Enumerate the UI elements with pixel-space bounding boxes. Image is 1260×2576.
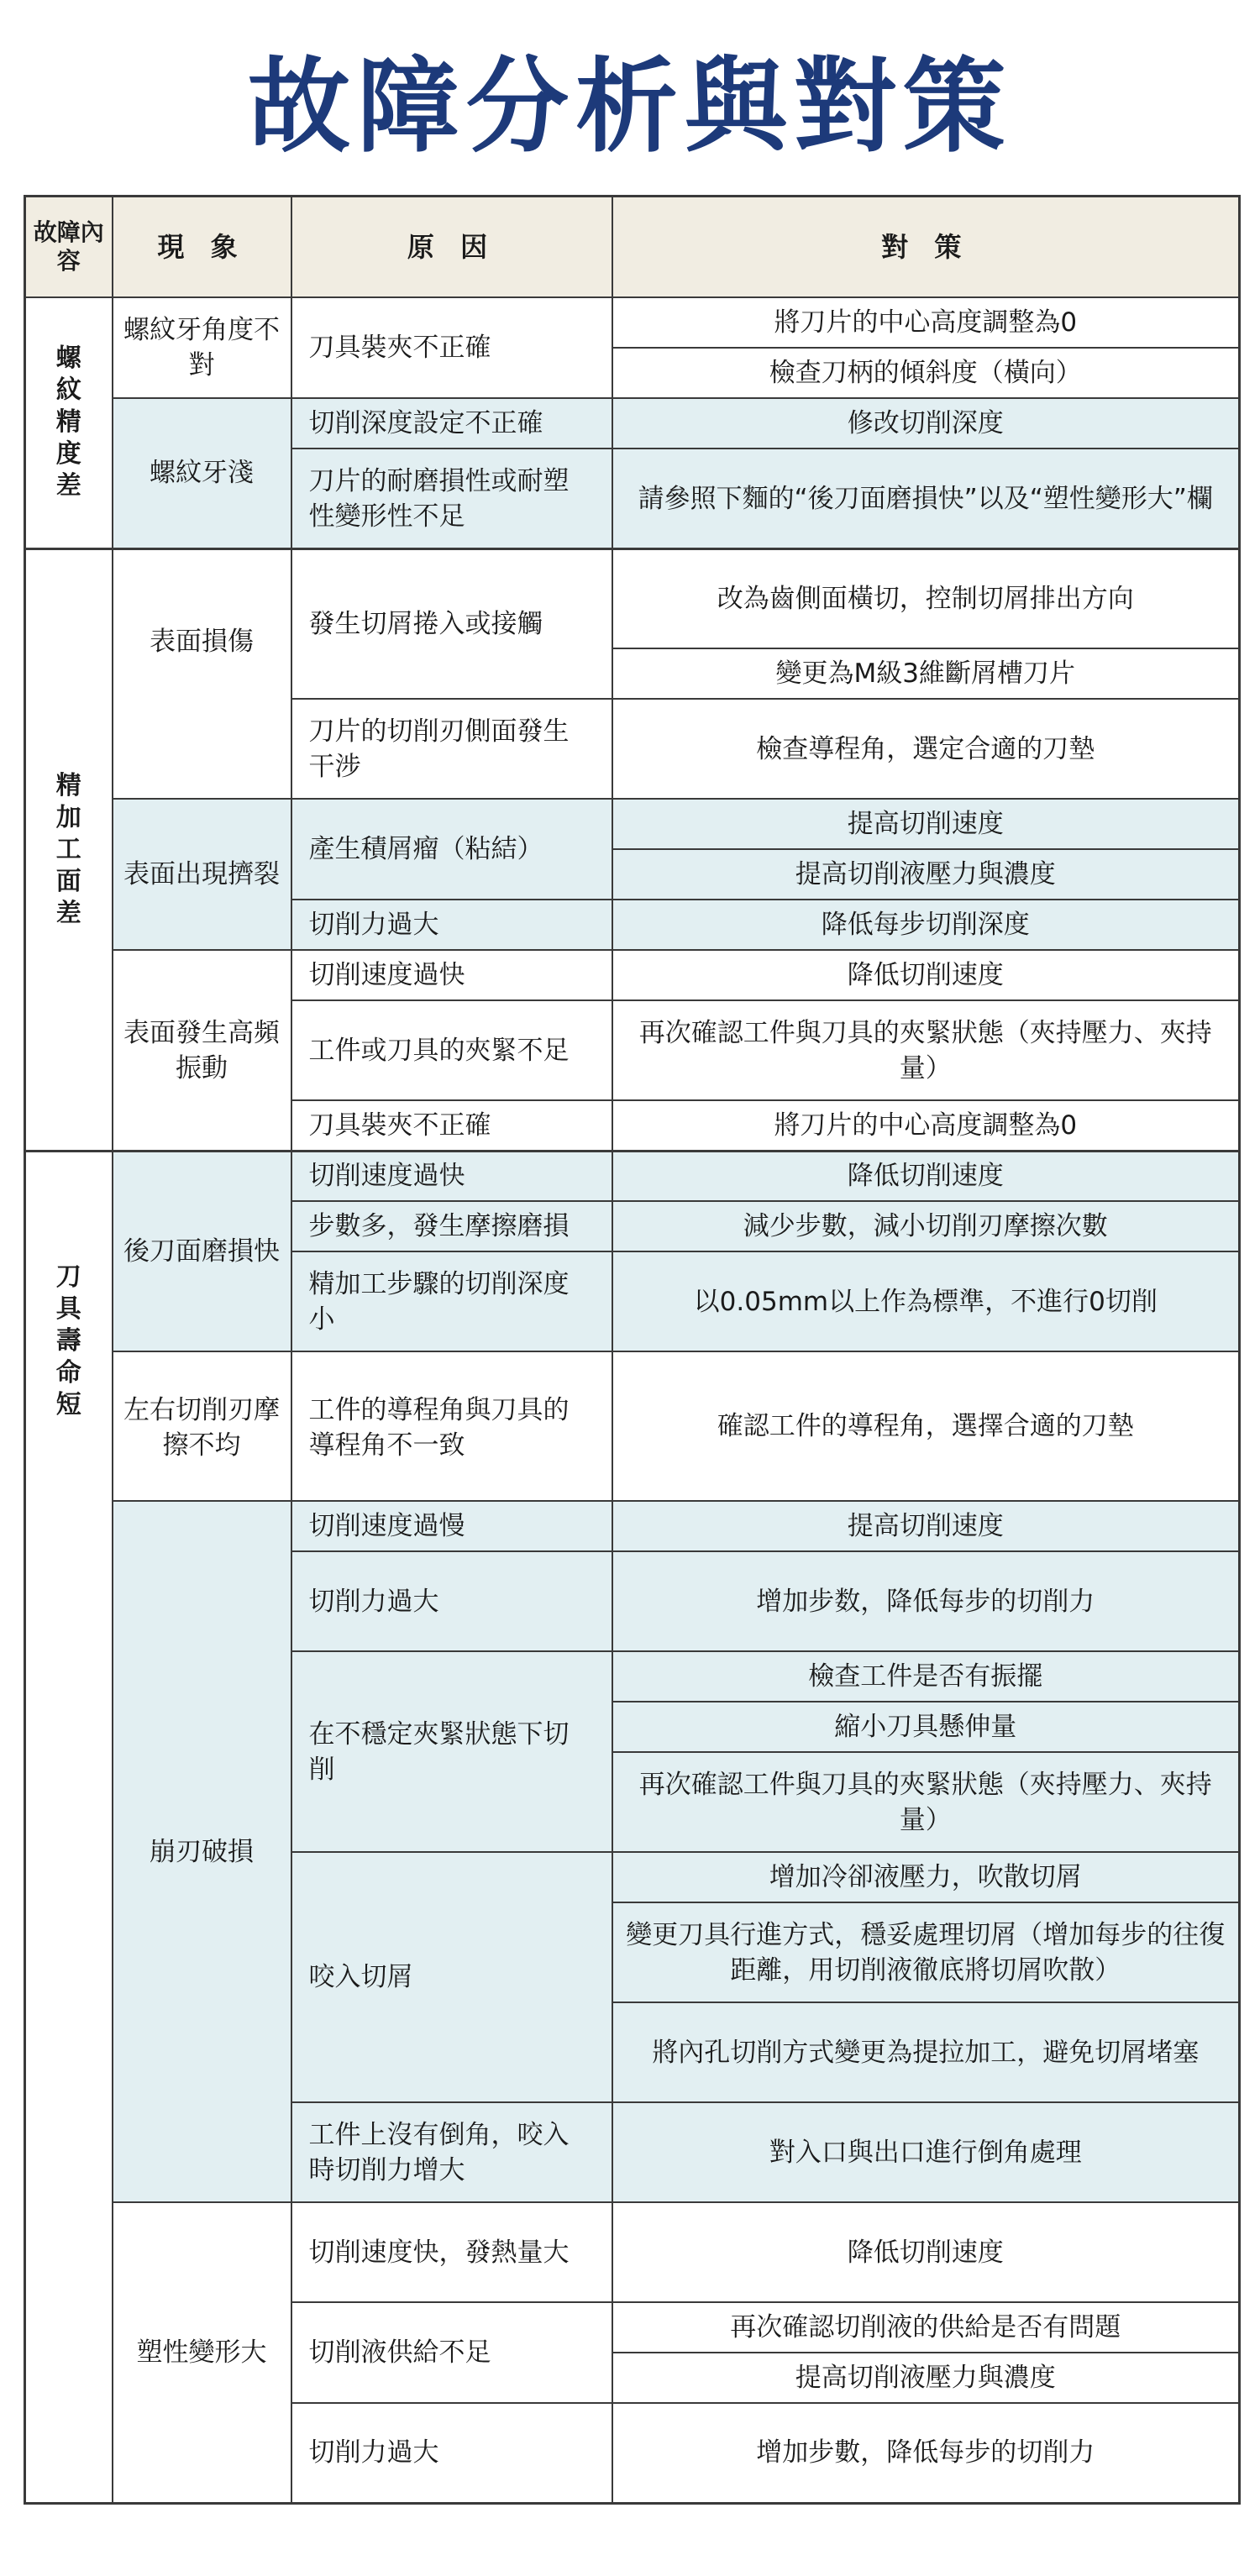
cause-cell: 切削力過大 (291, 900, 612, 950)
countermeasure-cell: 再次確認工件與刀具的夾緊狀態（夾持壓力、夾持量） (612, 1752, 1240, 1852)
cause-cell: 步數多，發生摩擦磨損 (291, 1201, 612, 1251)
countermeasure-cell: 對入口與出口進行倒角處理 (612, 2102, 1240, 2202)
countermeasure-cell: 提高切削速度 (612, 799, 1240, 849)
phenomenon-cell: 表面發生高頻振動 (113, 950, 291, 1151)
countermeasure-cell: 檢查刀柄的傾斜度（橫向） (612, 348, 1240, 398)
countermeasure-cell: 以0.05mm以上作為標準，不進行0切削 (612, 1251, 1240, 1351)
page-title: 故障分析與對策 (248, 47, 1012, 166)
countermeasure-cell: 將刀片的中心高度調整為0 (612, 1100, 1240, 1151)
cause-cell: 切削力過大 (291, 2403, 612, 2503)
table-row (25, 950, 1240, 1000)
table-header-row (25, 197, 1240, 298)
phenomenon-cell: 塑性變形大 (113, 2202, 291, 2503)
countermeasure-cell: 增加步数，降低每步的切削力 (612, 1551, 1240, 1651)
table-row (25, 297, 1240, 348)
countermeasure-cell: 減少步數，減小切削刃摩擦次數 (612, 1201, 1240, 1251)
countermeasure-cell: 修改切削深度 (612, 398, 1240, 449)
countermeasure-cell: 增加步數，降低每步的切削力 (612, 2403, 1240, 2503)
countermeasure-cell: 提高切削液壓力與濃度 (612, 849, 1240, 900)
countermeasure-cell: 再次確認切削液的供給是否有問題 (612, 2302, 1240, 2353)
countermeasure-cell: 提高切削液壓力與濃度 (612, 2353, 1240, 2403)
countermeasure-cell: 檢查工件是否有振擺 (612, 1651, 1240, 1702)
category-cell: 刀具壽命短 (25, 1151, 113, 2503)
category-cell: 螺紋精度差 (25, 297, 113, 548)
countermeasure-cell: 降低切削速度 (612, 950, 1240, 1000)
phenomenon-cell: 表面出現擠裂 (113, 799, 291, 950)
cause-cell: 切削速度過慢 (291, 1501, 612, 1551)
cause-cell: 咬入切屑 (291, 1852, 612, 2102)
table-row (25, 1351, 1240, 1501)
countermeasure-cell: 將刀片的中心高度調整為0 (612, 297, 1240, 348)
header-category: 故障內容 (25, 197, 113, 298)
cause-cell: 發生切屑捲入或接觸 (291, 548, 612, 699)
countermeasure-cell: 增加冷卻液壓力，吹散切屑 (612, 1852, 1240, 1902)
table-row (25, 398, 1240, 449)
cause-cell: 切削速度過快 (291, 1151, 612, 1201)
phenomenon-cell: 崩刃破損 (113, 1501, 291, 2202)
cause-cell: 切削深度設定不正確 (291, 398, 612, 449)
countermeasure-cell: 變更為M級3維斷屑槽刀片 (612, 648, 1240, 699)
cause-cell: 刀片的耐磨損性或耐塑性變形性不足 (291, 449, 612, 548)
cause-cell: 在不穩定夾緊狀態下切削 (291, 1651, 612, 1852)
cause-cell: 工件或刀具的夾緊不足 (291, 1000, 612, 1100)
countermeasure-cell: 請參照下麵的“後刀面磨損快”以及“塑性變形大”欄 (612, 449, 1240, 548)
cause-cell: 產生積屑瘤（粘結） (291, 799, 612, 900)
phenomenon-cell: 後刀面磨損快 (113, 1151, 291, 1351)
phenomenon-cell: 螺紋牙角度不對 (113, 297, 291, 398)
countermeasure-cell: 提高切削速度 (612, 1501, 1240, 1551)
cause-cell: 刀片的切削刃側面發生干涉 (291, 699, 612, 799)
phenomenon-cell: 表面損傷 (113, 548, 291, 799)
cause-cell: 刀具裝夾不正確 (291, 1100, 612, 1151)
cause-cell: 切削速度快，發熱量大 (291, 2202, 612, 2302)
table-row (25, 1501, 1240, 1551)
header-cause: 原 因 (291, 197, 612, 298)
header-phenomenon: 現 象 (113, 197, 291, 298)
countermeasure-cell: 降低切削速度 (612, 2202, 1240, 2302)
cause-cell: 切削速度過快 (291, 950, 612, 1000)
cause-cell: 工件的導程角與刀具的導程角不一致 (291, 1351, 612, 1501)
table-row (25, 799, 1240, 849)
countermeasure-cell: 縮小刀具懸伸量 (612, 1702, 1240, 1752)
countermeasure-cell: 變更刀具行進方式，穩妥處理切屑（增加每步的往復距離，用切削液徹底將切屑吹散） (612, 1902, 1240, 2002)
header-countermeasure: 對 策 (612, 197, 1240, 298)
cause-cell: 工件上沒有倒角，咬入時切削力增大 (291, 2102, 612, 2202)
table-row (25, 1151, 1240, 1201)
cause-cell: 切削液供給不足 (291, 2302, 612, 2403)
countermeasure-cell: 確認工件的導程角，選擇合適的刀墊 (612, 1351, 1240, 1501)
table-row (25, 2202, 1240, 2302)
cause-cell: 精加工步驟的切削深度小 (291, 1251, 612, 1351)
cause-cell: 刀具裝夾不正確 (291, 297, 612, 398)
phenomenon-cell: 螺紋牙淺 (113, 398, 291, 548)
countermeasure-cell: 降低每步切削深度 (612, 900, 1240, 950)
table-row (25, 548, 1240, 648)
phenomenon-cell: 左右切削刃摩擦不均 (113, 1351, 291, 1501)
countermeasure-cell: 檢查導程角，選定合適的刀墊 (612, 699, 1240, 799)
countermeasure-cell: 將內孔切削方式變更為提拉加工，避免切屑堵塞 (612, 2002, 1240, 2102)
countermeasure-cell: 改為齒側面橫切，控制切屑排出方向 (612, 548, 1240, 648)
countermeasure-cell: 降低切削速度 (612, 1151, 1240, 1201)
cause-cell: 切削力過大 (291, 1551, 612, 1651)
troubleshooting-table (24, 195, 1241, 2505)
category-cell: 精加工面差 (25, 548, 113, 1151)
countermeasure-cell: 再次確認工件與刀具的夾緊狀態（夾持壓力、夾持量） (612, 1000, 1240, 1100)
